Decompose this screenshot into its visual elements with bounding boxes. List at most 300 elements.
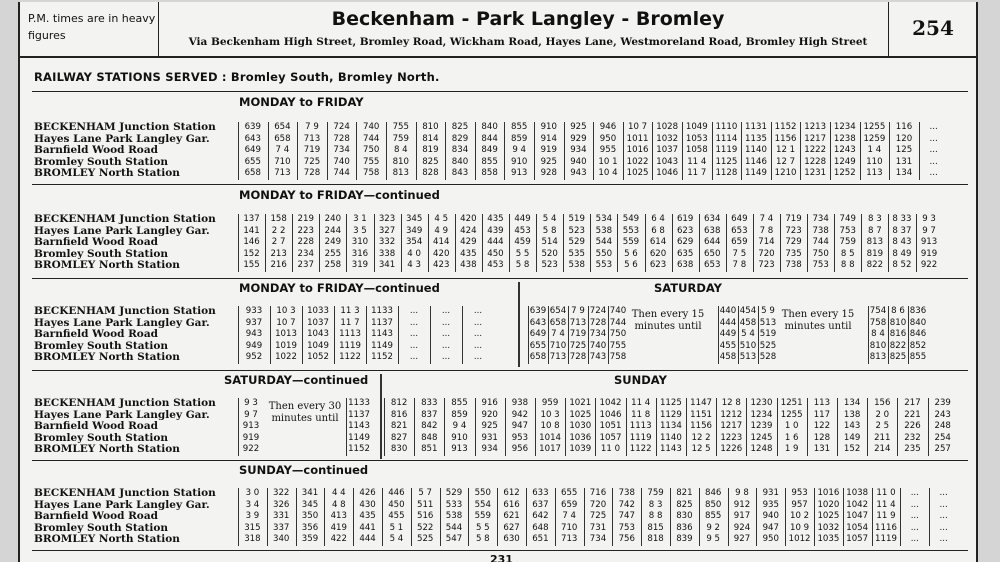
- departure-time: 7 8: [759, 225, 774, 236]
- time-column: [416, 122, 446, 180]
- departure-time: 840: [451, 156, 469, 167]
- departure-time: 925: [481, 421, 498, 431]
- departure-time: 240: [324, 214, 342, 224]
- departure-time: 514: [541, 237, 558, 247]
- departure-time: 913: [451, 444, 468, 454]
- departure-time: 913: [242, 421, 260, 431]
- section-rule: [32, 278, 968, 279]
- departure-time: 1226: [720, 444, 743, 454]
- time-column: [608, 306, 628, 364]
- departure-time: 1032: [656, 133, 679, 144]
- departure-time: 11 7: [340, 317, 360, 328]
- departure-time: 836: [676, 522, 693, 533]
- time-column: [505, 398, 535, 456]
- departure-time: 922: [242, 444, 260, 454]
- departure-time: 10 7: [628, 122, 648, 132]
- departure-time: 1137: [371, 317, 393, 328]
- station-name: BECKENHAM Junction Station: [34, 397, 216, 409]
- departure-time: 533: [445, 499, 463, 510]
- departure-time: 830: [390, 444, 408, 454]
- departure-time: 728: [569, 352, 587, 362]
- departure-time: 850: [704, 499, 722, 510]
- departure-time: 450: [487, 248, 504, 259]
- departure-time: 5 9: [761, 306, 775, 316]
- departure-time: 753: [812, 260, 829, 270]
- departure-time: 928: [540, 168, 557, 178]
- departure-time: ...: [929, 133, 938, 144]
- departure-time: 332: [378, 237, 396, 247]
- departure-time: ...: [910, 511, 919, 521]
- departure-time: 1217: [804, 133, 827, 144]
- departure-time: 12 2: [691, 432, 711, 443]
- departure-time: 234: [297, 248, 314, 259]
- departure-time: 910: [451, 432, 468, 443]
- time-column: [265, 214, 292, 272]
- departure-time: 1245: [750, 432, 773, 443]
- departure-time: 525: [416, 534, 434, 544]
- departure-time: 658: [549, 317, 567, 328]
- departure-time: ...: [910, 534, 919, 544]
- time-column: [728, 488, 757, 546]
- departure-time: 914: [540, 133, 557, 144]
- time-column: [830, 122, 860, 180]
- station-names: [34, 306, 216, 364]
- departure-time: 654: [549, 306, 567, 316]
- time-column: [564, 122, 594, 180]
- station-name: Barnfield Wood Road: [34, 144, 158, 156]
- departure-time: 1113: [629, 421, 652, 431]
- departure-time: 651: [532, 534, 549, 544]
- time-column: [548, 306, 568, 364]
- departure-time: 7 9: [571, 306, 585, 316]
- departure-time: ...: [473, 306, 483, 316]
- time-column: [319, 214, 346, 272]
- departure-time: 653: [731, 225, 748, 236]
- departure-time: 658: [274, 133, 291, 144]
- departure-time: 1149: [348, 432, 370, 443]
- departure-time: 855: [481, 156, 498, 167]
- station-name: Barnfield Wood Road: [34, 236, 158, 248]
- departure-time: 749: [839, 214, 856, 224]
- departure-time: 815: [647, 522, 664, 533]
- departure-time: 538: [595, 225, 613, 236]
- station-name: Bromley South Station: [34, 247, 169, 260]
- departure-time: 519: [759, 329, 777, 339]
- departure-time: 7 4: [551, 329, 565, 339]
- time-column: [908, 306, 928, 364]
- departure-time: 237: [297, 260, 314, 270]
- time-column: [617, 214, 644, 272]
- departure-time: 315: [244, 522, 261, 533]
- departure-time: 7 4: [759, 214, 774, 224]
- departure-time: 345: [301, 499, 319, 510]
- departure-time: 131: [813, 444, 831, 454]
- departure-time: 1 9: [784, 444, 799, 454]
- departure-time: 912: [733, 499, 751, 510]
- departure-time: 3 5: [353, 225, 367, 236]
- time-column: [398, 306, 430, 364]
- time-column: [482, 214, 509, 272]
- departure-time: 5 7: [418, 488, 433, 498]
- departure-time: 327: [378, 225, 396, 236]
- section-title: SATURDAY—continued: [220, 373, 372, 387]
- departure-time: 810: [889, 317, 907, 328]
- departure-time: 341: [301, 488, 319, 498]
- departure-time: 110: [866, 156, 883, 167]
- time-column: [612, 488, 641, 546]
- station-name: Bromley South Station: [34, 339, 169, 352]
- section-rule: [32, 370, 968, 371]
- departure-time: 1043: [307, 329, 329, 339]
- time-column: [468, 488, 497, 546]
- section-title: MONDAY to FRIDAY—continued: [235, 281, 444, 295]
- departure-time: 940: [762, 511, 779, 521]
- departure-time: 8 6: [891, 306, 905, 316]
- departure-time: 740: [362, 122, 380, 132]
- departure-time: 9 3: [922, 214, 936, 224]
- departure-time: 1022: [626, 156, 649, 167]
- departure-time: 738: [618, 488, 635, 498]
- departure-time: 8 4: [871, 329, 885, 339]
- departure-time: 833: [421, 398, 438, 408]
- departure-time: 813: [869, 352, 887, 362]
- departure-time: 550: [595, 248, 613, 259]
- time-column: [238, 306, 270, 364]
- time-column: [568, 306, 588, 364]
- departure-time: 1053: [685, 133, 708, 144]
- departure-time: 1054: [846, 522, 869, 533]
- departure-time: 1011: [626, 133, 649, 144]
- departure-time: 828: [422, 168, 439, 178]
- departure-time: 413: [330, 511, 347, 521]
- departure-time: 337: [272, 522, 290, 533]
- time-column: [593, 122, 623, 180]
- time-column: [270, 306, 302, 364]
- departure-time: 710: [274, 156, 291, 167]
- departure-time: 158: [270, 214, 287, 224]
- departure-time: 659: [731, 237, 748, 247]
- time-column: [699, 488, 728, 546]
- departure-time: 318: [244, 534, 261, 544]
- time-column: [777, 398, 807, 456]
- departure-time: 243: [934, 409, 951, 420]
- station-name: BROMLEY North Station: [34, 533, 180, 545]
- departure-time: 842: [421, 421, 438, 431]
- departure-time: 720: [589, 499, 607, 510]
- departure-time: 120: [895, 133, 913, 144]
- departure-time: 422: [330, 534, 347, 544]
- departure-time: 7 9: [305, 122, 319, 132]
- departure-time: 538: [445, 511, 463, 521]
- departure-time: 1036: [569, 432, 592, 443]
- section-rule: [32, 550, 968, 551]
- departure-time: 623: [649, 260, 667, 270]
- departure-time: 1152: [371, 352, 393, 362]
- section-rule: [32, 91, 968, 92]
- time-column: [712, 122, 742, 180]
- departure-time: 10 7: [276, 317, 296, 328]
- departure-time: 426: [359, 488, 376, 498]
- departure-time: 859: [510, 133, 528, 144]
- departure-time: 134: [843, 398, 861, 408]
- departure-time: 916: [481, 398, 498, 408]
- departure-time: 827: [390, 432, 408, 443]
- departure-time: 758: [869, 317, 887, 328]
- departure-time: 1143: [371, 329, 393, 339]
- departure-time: 12 7: [776, 156, 796, 167]
- departure-time: 316: [351, 248, 369, 259]
- departure-time: 1248: [750, 444, 773, 454]
- departure-time: 8 8: [648, 511, 663, 521]
- departure-time: 1147: [690, 398, 713, 408]
- time-column: [860, 122, 890, 180]
- time-column: [356, 122, 386, 180]
- time-column: [641, 488, 670, 546]
- departure-time: 420: [460, 214, 477, 224]
- departure-time: ...: [441, 352, 451, 362]
- departure-time: 1249: [833, 156, 856, 167]
- departure-time: 649: [244, 145, 261, 155]
- departure-time: 155: [243, 260, 260, 270]
- departure-time: 254: [934, 432, 951, 443]
- departure-time: 544: [445, 522, 463, 533]
- departure-time: 7 4: [562, 511, 577, 521]
- time-column: [526, 488, 555, 546]
- departure-time: 813: [392, 168, 409, 178]
- departure-time: 734: [589, 534, 607, 544]
- departure-time: 655: [560, 488, 578, 498]
- departure-time: 141: [243, 225, 260, 236]
- time-column: [327, 122, 357, 180]
- departure-time: 441: [359, 522, 376, 533]
- departure-time: 639: [529, 306, 547, 316]
- departure-time: 634: [704, 214, 721, 224]
- departure-time: 9 5: [706, 534, 721, 544]
- route-via: Via Beckenham High Street, Bromley Road, Wickham Road, Hayes Lane, Westmoreland Road, Bromley High Street: [188, 36, 868, 48]
- departure-time: 955: [599, 145, 617, 155]
- time-column: [837, 398, 867, 456]
- departure-time: ...: [939, 522, 948, 533]
- departure-time: 528: [759, 352, 777, 362]
- departure-time: 446: [388, 488, 405, 498]
- departure-time: 1119: [875, 534, 897, 544]
- departure-time: 510: [739, 340, 757, 351]
- departure-time: ...: [473, 340, 483, 351]
- departure-time: 9 4: [452, 421, 467, 431]
- railway-stations-served: RAILWAY STATIONS SERVED : Bromley South, Bromley North.: [34, 70, 440, 84]
- departure-time: ...: [441, 317, 451, 328]
- departure-time: 848: [421, 432, 438, 443]
- departure-time: ...: [409, 340, 419, 351]
- departure-time: 553: [622, 225, 640, 236]
- departure-time: 1119: [629, 432, 652, 443]
- departure-time: ...: [929, 168, 938, 178]
- departure-time: 1152: [348, 444, 370, 454]
- time-column: [672, 214, 699, 272]
- departure-time: 933: [245, 306, 263, 316]
- departure-time: 947: [762, 522, 779, 533]
- station-name: BECKENHAM Junction Station: [34, 305, 216, 317]
- departure-time: 1143: [348, 421, 370, 431]
- departure-time: 1025: [626, 168, 649, 178]
- departure-time: 834: [451, 145, 469, 155]
- departure-time: 840: [909, 317, 927, 328]
- departure-time: 927: [733, 534, 751, 544]
- departure-time: 1149: [371, 340, 393, 351]
- section-title: SUNDAY—continued: [235, 463, 372, 477]
- departure-time: 621: [503, 511, 520, 521]
- departure-time: 544: [595, 237, 613, 247]
- departure-time: 1255: [863, 122, 886, 132]
- departure-time: 1114: [715, 133, 738, 144]
- departure-time: 5 4: [389, 534, 404, 544]
- departure-time: 946: [599, 122, 617, 132]
- departure-time: 1016: [817, 488, 840, 498]
- departure-time: 830: [676, 511, 693, 521]
- departure-time: 113: [813, 398, 831, 408]
- departure-time: 232: [904, 432, 921, 443]
- departure-time: 258: [324, 260, 342, 270]
- departure-time: 1119: [715, 145, 738, 155]
- departure-time: 156: [874, 398, 891, 408]
- departure-time: 1252: [833, 168, 856, 178]
- departure-time: 1035: [817, 534, 840, 544]
- departure-time: 1238: [833, 133, 856, 144]
- departure-time: 444: [487, 237, 504, 247]
- departure-time: 719: [785, 214, 802, 224]
- departure-time: 814: [422, 133, 439, 144]
- departure-time: ...: [929, 145, 938, 155]
- departure-time: 5 8: [542, 225, 557, 236]
- departure-time: 642: [532, 511, 549, 521]
- time-column: [771, 122, 801, 180]
- station-name: Hayes Lane Park Langley Gar.: [34, 408, 210, 421]
- departure-time: 341: [378, 260, 396, 270]
- time-column: [670, 488, 699, 546]
- time-column: [504, 122, 534, 180]
- departure-time: 10 3: [276, 306, 296, 316]
- departure-time: 1149: [745, 168, 767, 178]
- departure-time: 453: [514, 225, 531, 236]
- station-name: BECKENHAM Junction Station: [34, 121, 216, 133]
- departure-time: 729: [785, 237, 802, 247]
- departure-time: 221: [904, 409, 921, 420]
- departure-time: 810: [869, 340, 887, 351]
- time-column: [455, 214, 482, 272]
- departure-time: 3 4: [245, 499, 260, 510]
- departure-time: 728: [589, 317, 607, 328]
- departure-time: 849: [481, 145, 498, 155]
- time-column: [758, 306, 778, 364]
- departure-time: 713: [549, 352, 567, 362]
- departure-time: 419: [330, 522, 347, 533]
- departure-time: 116: [895, 122, 913, 132]
- departure-time: 1116: [875, 522, 897, 533]
- departure-time: 822: [866, 260, 884, 270]
- departure-time: 513: [759, 317, 777, 328]
- departure-time: 1210: [774, 168, 797, 178]
- departure-time: 4 5: [434, 214, 449, 224]
- time-column: [536, 214, 563, 272]
- departure-time: 1140: [659, 432, 682, 443]
- departure-time: 740: [589, 340, 607, 351]
- departure-time: 754: [869, 306, 887, 316]
- station-name: BROMLEY North Station: [34, 351, 180, 363]
- station-name: Bromley South Station: [34, 155, 169, 168]
- departure-time: 629: [676, 237, 694, 247]
- departure-time: 435: [460, 248, 477, 259]
- departure-time: 1156: [774, 133, 797, 144]
- time-column: [428, 214, 455, 272]
- time-column: [626, 398, 656, 456]
- departure-time: 1222: [804, 145, 827, 155]
- section-title: SUNDAY: [610, 373, 671, 387]
- departure-time: 444: [719, 317, 737, 328]
- departure-time: 1234: [833, 122, 856, 132]
- time-column: [897, 398, 927, 456]
- section-rule: [32, 184, 968, 185]
- departure-time: 248: [934, 421, 951, 431]
- departure-time: 822: [889, 340, 907, 351]
- departure-time: 825: [676, 499, 693, 510]
- departure-time: 5 4: [542, 214, 557, 224]
- departure-time: 821: [390, 421, 408, 431]
- departure-time: 228: [297, 237, 314, 247]
- route-title: Beckenham - Park Langley - Bromley: [331, 8, 725, 30]
- departure-time: 8 3: [648, 499, 663, 510]
- departure-time: 738: [785, 260, 802, 270]
- departure-time: 913: [510, 168, 528, 178]
- departure-time: 734: [812, 214, 829, 224]
- departure-time: 511: [416, 499, 434, 510]
- time-column: [726, 214, 753, 272]
- departure-time: 235: [904, 444, 921, 454]
- departure-time: 1042: [846, 499, 869, 510]
- time-column: [374, 214, 401, 272]
- departure-time: 340: [272, 534, 290, 544]
- departure-time: 9 7: [244, 409, 258, 420]
- time-column: [900, 488, 929, 546]
- departure-time: 559: [474, 511, 491, 521]
- departure-time: 1037: [656, 145, 679, 155]
- departure-time: 217: [904, 398, 921, 408]
- departure-time: 257: [934, 444, 951, 454]
- departure-time: 1231: [804, 168, 827, 178]
- departure-time: 723: [785, 225, 802, 236]
- departure-time: 149: [843, 432, 861, 443]
- departure-time: 310: [351, 237, 369, 247]
- time-column: [588, 306, 608, 364]
- time-column: [807, 214, 834, 272]
- time-column: [716, 398, 746, 456]
- departure-time: 1234: [750, 409, 773, 420]
- departure-time: 922: [920, 260, 938, 270]
- departure-time: 819: [866, 248, 884, 259]
- time-column: [353, 488, 382, 546]
- departure-time: 523: [568, 225, 585, 236]
- departure-time: 143: [843, 421, 861, 431]
- departure-time: 812: [390, 398, 408, 408]
- departure-time: 710: [560, 522, 578, 533]
- time-column: [623, 122, 653, 180]
- time-column: [928, 398, 958, 456]
- departure-time: 1022: [275, 352, 297, 362]
- departure-time: 5 4: [741, 329, 755, 339]
- departure-time: 4 9: [434, 225, 449, 236]
- departure-time: 519: [568, 214, 585, 224]
- time-column: [563, 214, 590, 272]
- time-column: [346, 214, 373, 272]
